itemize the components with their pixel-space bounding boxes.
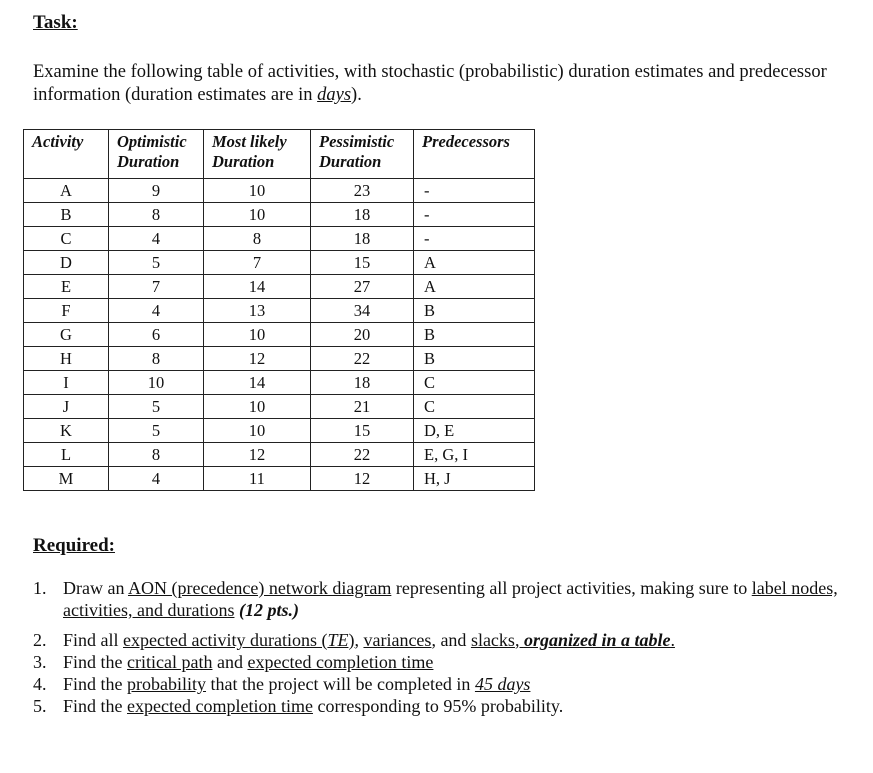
- points-label: (12 pts.): [238, 600, 299, 620]
- cell-most-likely: 10: [204, 179, 311, 203]
- cell-optimistic: 9: [109, 179, 204, 203]
- cell-predecessors: E, G, I: [414, 443, 535, 467]
- header-activity: Activity: [24, 130, 109, 179]
- cell-optimistic: 5: [109, 395, 204, 419]
- intro-text-end: ).: [351, 85, 362, 105]
- item-number: 5.: [33, 696, 47, 716]
- table-row: [24, 227, 535, 251]
- cell-pessimistic: 27: [311, 275, 414, 299]
- cell-pessimistic: 18: [311, 203, 414, 227]
- item-text: Find all: [63, 630, 124, 650]
- item-emphasis: expected completion time: [247, 652, 434, 672]
- cell-most-likely: 11: [204, 467, 311, 491]
- cell-optimistic: 10: [109, 371, 204, 395]
- cell-most-likely: 14: [204, 275, 311, 299]
- table-row: [24, 443, 535, 467]
- cell-activity: B: [24, 203, 109, 227]
- item-text: that the project will be completed in: [206, 674, 475, 694]
- item-text: corresponding to 95% probability.: [312, 696, 564, 716]
- cell-pessimistic: 18: [311, 227, 414, 251]
- cell-activity: K: [24, 419, 109, 443]
- requirements-list: [33, 577, 863, 717]
- cell-most-likely: 10: [204, 419, 311, 443]
- header-most-likely: Most likely Duration: [204, 130, 311, 179]
- table-row: [24, 371, 535, 395]
- cell-most-likely: 10: [204, 203, 311, 227]
- cell-predecessors: D, E: [414, 419, 535, 443]
- cell-activity: C: [24, 227, 109, 251]
- cell-activity: I: [24, 371, 109, 395]
- cell-optimistic: 5: [109, 419, 204, 443]
- item-text: .: [670, 630, 675, 650]
- requirement-item: [33, 651, 863, 673]
- cell-predecessors: C: [414, 395, 535, 419]
- activity-table: [23, 129, 535, 491]
- cell-activity: H: [24, 347, 109, 371]
- cell-predecessors: A: [414, 251, 535, 275]
- item-number: 2.: [33, 630, 47, 650]
- requirement-item: [33, 577, 863, 621]
- cell-most-likely: 12: [204, 443, 311, 467]
- item-text: Find the: [63, 674, 128, 694]
- item-text: representing all project activities, making sure to: [391, 578, 752, 598]
- requirement-item: [33, 629, 863, 651]
- item-emphasis: critical path: [127, 652, 213, 672]
- cell-optimistic: 4: [109, 467, 204, 491]
- cell-optimistic: 5: [109, 251, 204, 275]
- table-row: [24, 323, 535, 347]
- item-text: Draw an: [63, 578, 128, 598]
- cell-activity: D: [24, 251, 109, 275]
- header-optimistic: Optimistic Duration: [109, 130, 204, 179]
- intro-unit: days: [317, 85, 352, 105]
- cell-optimistic: 7: [109, 275, 204, 299]
- item-emphasis: probability: [127, 674, 207, 694]
- intro-text: Examine the following table of activities, with stochastic (probabilistic) duration estimates and predecessor information (duration estimates are in: [33, 62, 827, 105]
- cell-predecessors: C: [414, 371, 535, 395]
- header-pessimistic: Pessimistic Duration: [311, 130, 414, 179]
- cell-most-likely: 10: [204, 323, 311, 347]
- item-text: and: [212, 652, 248, 672]
- cell-activity: A: [24, 179, 109, 203]
- cell-pessimistic: 34: [311, 299, 414, 323]
- item-emphasis: ): [348, 630, 355, 650]
- item-emphasis: AON (precedence) network diagram: [127, 578, 392, 598]
- table-row: [24, 275, 535, 299]
- cell-pessimistic: 23: [311, 179, 414, 203]
- cell-activity: M: [24, 467, 109, 491]
- item-text: Find the: [63, 652, 128, 672]
- cell-most-likely: 13: [204, 299, 311, 323]
- cell-activity: J: [24, 395, 109, 419]
- table-header-row: [24, 130, 535, 179]
- cell-optimistic: 4: [109, 299, 204, 323]
- cell-predecessors: H, J: [414, 467, 535, 491]
- cell-pessimistic: 12: [311, 467, 414, 491]
- table-row: [24, 179, 535, 203]
- cell-optimistic: 8: [109, 347, 204, 371]
- cell-most-likely: 8: [204, 227, 311, 251]
- item-emphasis: organized in a table: [523, 630, 671, 650]
- item-number: 3.: [33, 652, 47, 672]
- cell-predecessors: A: [414, 275, 535, 299]
- cell-predecessors: B: [414, 299, 535, 323]
- table-row: [24, 347, 535, 371]
- item-emphasis: TE: [327, 630, 349, 650]
- cell-pessimistic: 18: [311, 371, 414, 395]
- requirement-item: [33, 695, 863, 717]
- item-number: 1.: [33, 578, 47, 598]
- cell-activity: G: [24, 323, 109, 347]
- cell-predecessors: -: [414, 227, 535, 251]
- item-emphasis: slacks: [470, 630, 515, 650]
- intro-paragraph: [33, 61, 833, 107]
- item-emphasis: expected activity durations (: [123, 630, 328, 650]
- cell-predecessors: -: [414, 203, 535, 227]
- table-row: [24, 467, 535, 491]
- item-emphasis: expected completion time: [127, 696, 313, 716]
- task-heading: Task:: [33, 12, 78, 33]
- table-row: [24, 203, 535, 227]
- cell-pessimistic: 20: [311, 323, 414, 347]
- cell-pessimistic: 22: [311, 347, 414, 371]
- cell-pessimistic: 22: [311, 443, 414, 467]
- cell-optimistic: 8: [109, 443, 204, 467]
- table-body: [24, 179, 535, 491]
- cell-activity: F: [24, 299, 109, 323]
- cell-most-likely: 7: [204, 251, 311, 275]
- item-number: 4.: [33, 674, 47, 694]
- cell-predecessors: B: [414, 347, 535, 371]
- cell-optimistic: 4: [109, 227, 204, 251]
- header-predecessors: Predecessors: [414, 130, 535, 179]
- table-row: [24, 419, 535, 443]
- cell-predecessors: -: [414, 179, 535, 203]
- item-text: Find the: [63, 696, 128, 716]
- table-row: [24, 395, 535, 419]
- table-row: [24, 299, 535, 323]
- cell-pessimistic: 21: [311, 395, 414, 419]
- table-row: [24, 251, 535, 275]
- item-text: ,: [354, 630, 364, 650]
- cell-most-likely: 10: [204, 395, 311, 419]
- cell-pessimistic: 15: [311, 251, 414, 275]
- cell-optimistic: 8: [109, 203, 204, 227]
- cell-predecessors: B: [414, 323, 535, 347]
- item-emphasis: variances: [363, 630, 432, 650]
- cell-optimistic: 6: [109, 323, 204, 347]
- cell-most-likely: 12: [204, 347, 311, 371]
- cell-activity: E: [24, 275, 109, 299]
- cell-pessimistic: 15: [311, 419, 414, 443]
- requirement-item: [33, 673, 863, 695]
- item-text: , and: [431, 630, 471, 650]
- item-emphasis: 45 days: [474, 674, 531, 694]
- item-emphasis: label nodes, activities, and durations: [63, 578, 838, 620]
- item-text: ,: [514, 630, 524, 650]
- cell-activity: L: [24, 443, 109, 467]
- cell-most-likely: 14: [204, 371, 311, 395]
- required-heading: Required:: [33, 535, 115, 556]
